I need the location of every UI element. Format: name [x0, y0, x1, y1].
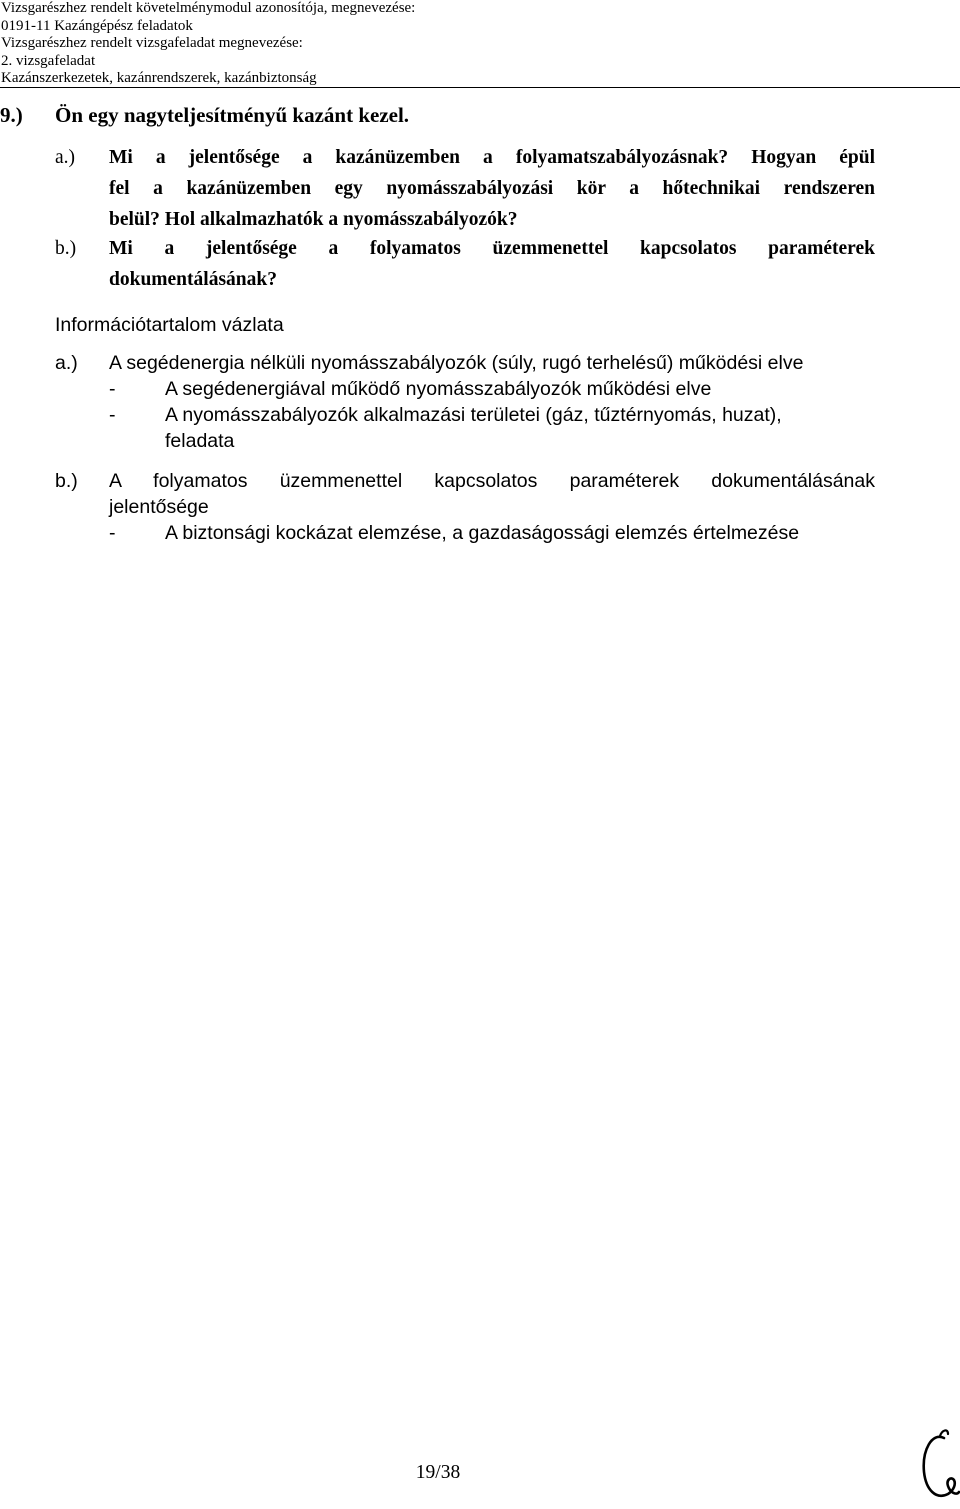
handwritten-signature: [918, 1428, 960, 1506]
header-task-number: 2. vizsgafeladat: [1, 52, 96, 69]
question-item-text-line: Mi a jelentősége a folyamatos üzemmenettel kapcsolatos paraméterek: [109, 238, 875, 259]
outline-text-line: A folyamatos üzemmenettel kapcsolatos paraméterek dokumentálásának: [109, 470, 875, 492]
question-item-text-line: fel a kazánüzemben egy nyomásszabályozási kör a hőtechnikai rendszeren: [109, 178, 875, 199]
header-module-label: Vizsgarészhez rendelt követelménymodul azonosítója, megnevezése:: [1, 0, 416, 16]
bullet-text: A segédenergiával működő nyomásszabályozók működési elve: [165, 378, 712, 400]
question-item-text-line: Mi a jelentősége a kazánüzemben a folyamatszabályozásnak? Hogyan épül: [109, 147, 875, 168]
header-task-label: Vizsgarészhez rendelt vizsgafeladat megnevezése:: [1, 35, 303, 52]
outline-bullet: [55, 520, 875, 546]
question-item-text-line: belül? Hol alkalmazhatók a nyomásszabályozók?: [109, 209, 518, 230]
page-number: 19/38: [415, 1462, 461, 1483]
bullet-dash: -: [109, 378, 116, 400]
outline-section-b: [55, 468, 875, 546]
question-number: 9.): [0, 103, 23, 127]
question-item-label: a.): [55, 147, 76, 168]
outline-text-line: A segédenergia nélküli nyomásszabályozók (súly, rugó terhelésű) működési elve: [109, 352, 804, 374]
outline-section-label: a.): [55, 352, 78, 374]
bullet-dash: -: [109, 404, 116, 426]
outline-heading: Információtartalom vázlata: [55, 314, 284, 336]
bullet-dash: -: [109, 522, 116, 544]
bullet-text: A nyomásszabályozók alkalmazási területei (gáz, tűztérnyomás, huzat),: [165, 404, 782, 426]
outline-bullet: [55, 376, 875, 402]
bullet-text: A biztonsági kockázat elemzése, a gazdaságossági elemzés értelmezése: [165, 522, 800, 544]
outline-section-a: [55, 350, 875, 454]
question-item-b: [55, 233, 875, 295]
question-title: Ön egy nagyteljesítményű kazánt kezel.: [55, 103, 410, 127]
question-item-label: b.): [55, 238, 77, 259]
outline-text-line: jelentősége: [109, 496, 209, 518]
header-task-name: Kazánszerkezetek, kazánrendszerek, kazánbiztonság: [1, 70, 317, 87]
outline-section-label: b.): [55, 470, 78, 492]
bullet-text-continuation: feladata: [165, 430, 235, 452]
page-header: [0, 0, 960, 88]
header-module-name: 0191-11 Kazángépész feladatok: [1, 17, 193, 34]
question-item-text-line: dokumentálásának?: [109, 269, 277, 290]
question-item-a: [55, 142, 875, 235]
header-divider: [0, 87, 960, 88]
outline-bullet: [55, 402, 875, 454]
